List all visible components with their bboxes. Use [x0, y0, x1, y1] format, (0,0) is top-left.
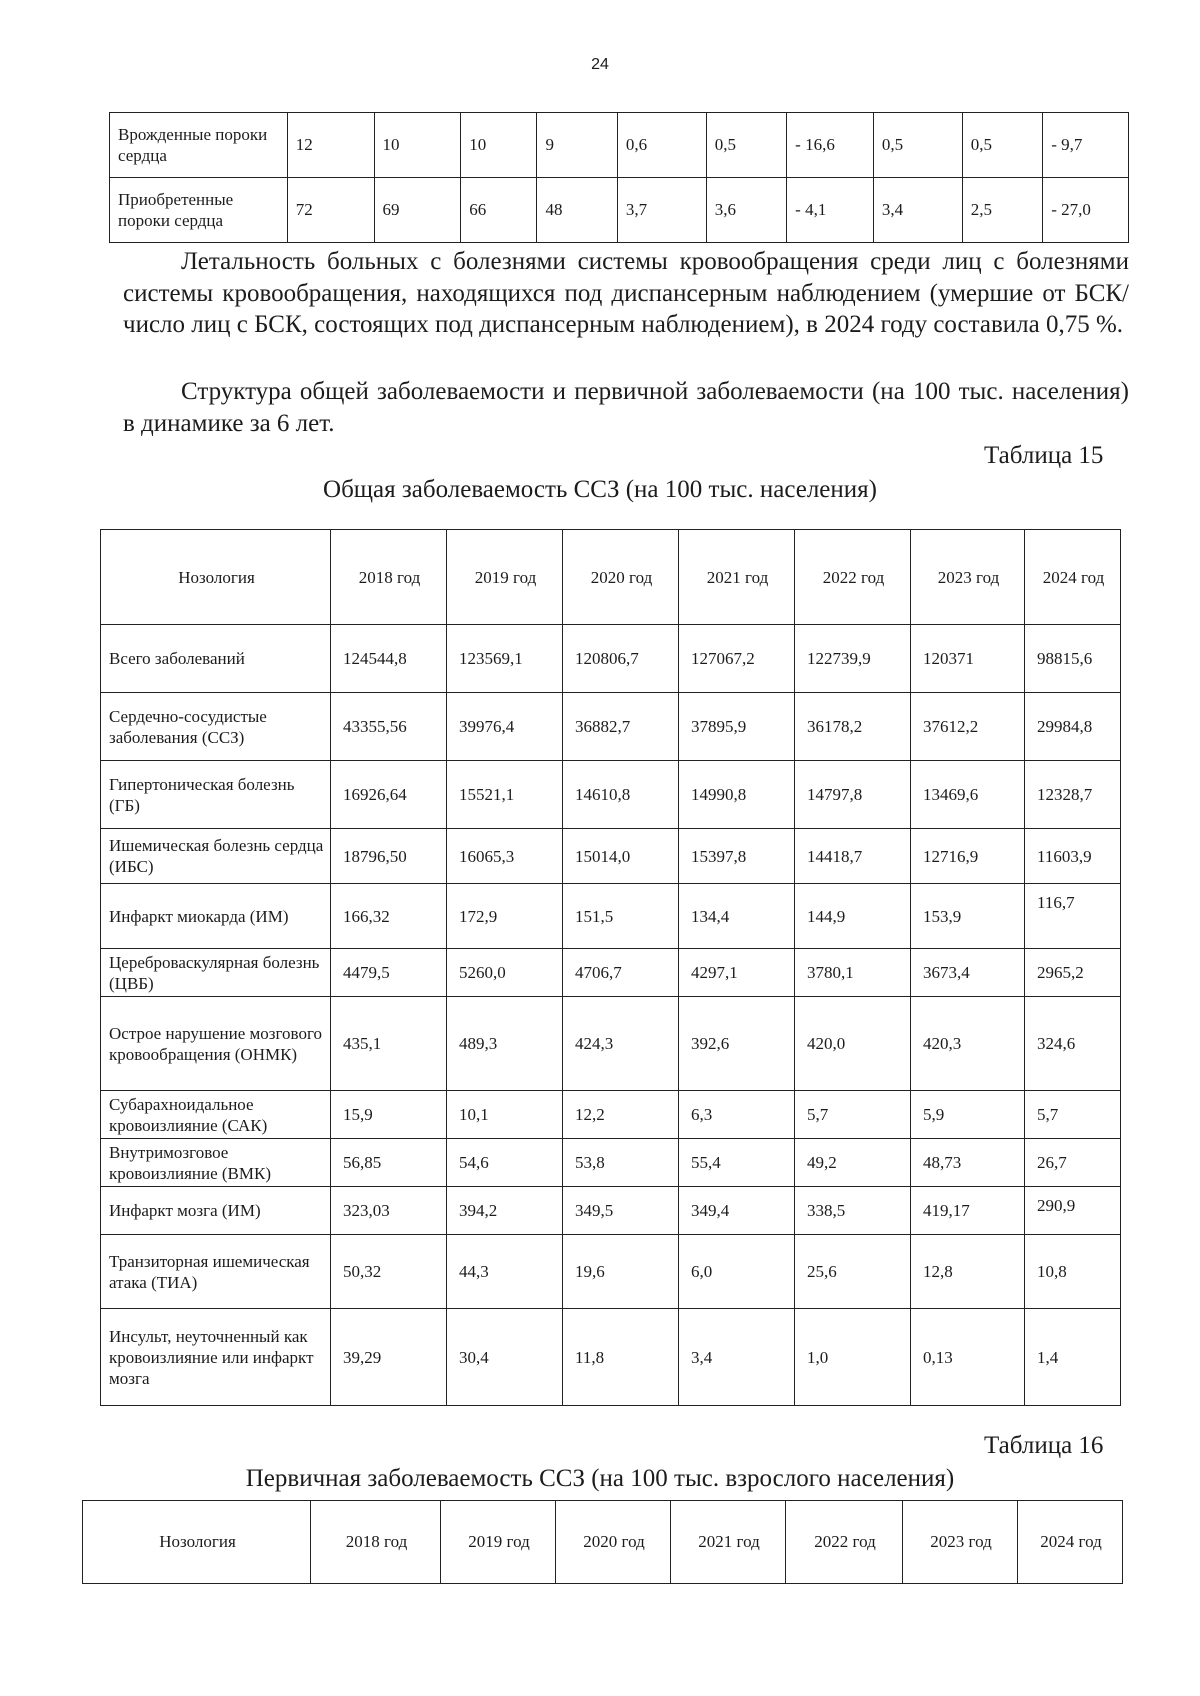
table-row — [110, 113, 1129, 178]
table-cell: 11603,9 — [1025, 829, 1121, 884]
table-cell: 0,5 — [962, 113, 1042, 178]
table-cell: 10,8 — [1025, 1235, 1121, 1309]
table-cell: 14610,8 — [563, 761, 679, 829]
page-number: 24 — [591, 56, 609, 73]
header-cell: 2018 год — [331, 530, 447, 625]
table-row — [101, 829, 1121, 884]
table-cell: 124544,8 — [331, 625, 447, 693]
header-cell: Нозология — [101, 530, 331, 625]
table-cell: 53,8 — [563, 1139, 679, 1187]
table-cell: 6,0 — [679, 1235, 795, 1309]
table-cell: 153,9 — [911, 884, 1025, 949]
row-label: Субарахноидальное кровоизлияние (САК) — [101, 1091, 331, 1139]
table-cell: 166,32 — [331, 884, 447, 949]
table-cell: 25,6 — [795, 1235, 911, 1309]
table-cell: 39976,4 — [447, 693, 563, 761]
row-label: Острое нарушение мозгового кровообращения (ОНМК) — [101, 997, 331, 1091]
table-cell: 0,6 — [617, 113, 706, 178]
table-cell: 15,9 — [331, 1091, 447, 1139]
table-cell: 420,3 — [911, 997, 1025, 1091]
table-cell: 0,5 — [706, 113, 786, 178]
table-15 — [100, 529, 1121, 1406]
header-cell: 2020 год — [563, 530, 679, 625]
table16-label: Таблица 16 — [984, 1432, 1104, 1459]
table-cell: 43355,56 — [331, 693, 447, 761]
table-cell: - 27,0 — [1043, 178, 1129, 243]
table-cell: 39,29 — [331, 1309, 447, 1406]
row-label: Цереброваскулярная болезнь (ЦВБ) — [101, 949, 331, 997]
table-cell: 56,85 — [331, 1139, 447, 1187]
table-cell: 123569,1 — [447, 625, 563, 693]
table-cell: 4479,5 — [331, 949, 447, 997]
table-cell: 44,3 — [447, 1235, 563, 1309]
header-cell: 2024 год — [1025, 530, 1121, 625]
table-cell: 3780,1 — [795, 949, 911, 997]
header-cell: 2024 год — [1018, 1501, 1123, 1584]
header-cell: 2023 год — [911, 530, 1025, 625]
table-cell: 29984,8 — [1025, 693, 1121, 761]
table-cell: 127067,2 — [679, 625, 795, 693]
table-cell: 36882,7 — [563, 693, 679, 761]
table-cell: 14418,7 — [795, 829, 911, 884]
table-cell: 3,7 — [617, 178, 706, 243]
table-cell: 48,73 — [911, 1139, 1025, 1187]
table-cell: 3,4 — [679, 1309, 795, 1406]
table-cell: 12,2 — [563, 1091, 679, 1139]
table-cell: 18796,50 — [331, 829, 447, 884]
row-label: Транзиторная ишемическая атака (ТИА) — [101, 1235, 331, 1309]
table15-label: Таблица 15 — [984, 442, 1104, 469]
table-cell: 324,6 — [1025, 997, 1121, 1091]
table-cell: 30,4 — [447, 1309, 563, 1406]
table-cell: 0,13 — [911, 1309, 1025, 1406]
table-cell: 0,5 — [873, 113, 962, 178]
table-cell: 48 — [537, 178, 617, 243]
table-row — [101, 1309, 1121, 1406]
table-cell: 69 — [374, 178, 461, 243]
table-row — [101, 997, 1121, 1091]
header-cell: 2021 год — [679, 530, 795, 625]
header-cell: 2018 год — [311, 1501, 441, 1584]
table-cell: 16065,3 — [447, 829, 563, 884]
table-cell: 323,03 — [331, 1187, 447, 1235]
table-cell: 349,5 — [563, 1187, 679, 1235]
row-label: Инсульт, неуточненный как кровоизлияние или инфаркт мозга — [101, 1309, 331, 1406]
table-cell: 5260,0 — [447, 949, 563, 997]
table-cell: 3,6 — [706, 178, 786, 243]
table-cell: 349,4 — [679, 1187, 795, 1235]
table-cell: 10 — [461, 113, 537, 178]
table-cell: 37895,9 — [679, 693, 795, 761]
table-cell: 72 — [287, 178, 374, 243]
table-cell: 12328,7 — [1025, 761, 1121, 829]
table-cell: 3673,4 — [911, 949, 1025, 997]
table-cell: 1,4 — [1025, 1309, 1121, 1406]
table-cell: 26,7 — [1025, 1139, 1121, 1187]
table-cell: 54,6 — [447, 1139, 563, 1187]
header-cell: 2019 год — [447, 530, 563, 625]
table-cell: 1,0 — [795, 1309, 911, 1406]
table-cell: 116,7 — [1025, 884, 1121, 949]
table-cell: 15014,0 — [563, 829, 679, 884]
header-cell: 2023 год — [903, 1501, 1018, 1584]
continuation-table — [109, 112, 1129, 243]
header-cell: 2021 год — [671, 1501, 786, 1584]
table-cell: 120371 — [911, 625, 1025, 693]
table-cell: 98815,6 — [1025, 625, 1121, 693]
table-row — [101, 1187, 1121, 1235]
table-cell: 3,4 — [873, 178, 962, 243]
table-cell: 424,3 — [563, 997, 679, 1091]
table-cell: 2965,2 — [1025, 949, 1121, 997]
table-cell: 15521,1 — [447, 761, 563, 829]
paragraph-structure: Структура общей заболеваемости и первичной заболеваемости (на 100 тыс. населения) в динамике за 6 лет. — [123, 378, 1129, 437]
table-cell: 12716,9 — [911, 829, 1025, 884]
table-cell: 172,9 — [447, 884, 563, 949]
table-row — [101, 1235, 1121, 1309]
table-cell: 14797,8 — [795, 761, 911, 829]
table-cell: 55,4 — [679, 1139, 795, 1187]
header-cell: 2019 год — [441, 1501, 556, 1584]
table-cell: 14990,8 — [679, 761, 795, 829]
table-cell: 338,5 — [795, 1187, 911, 1235]
table-row — [101, 1091, 1121, 1139]
paragraph-lethality: Летальность больных с болезнями системы кровообращения среди лиц с болезнями системы кровообращения, находящихся под диспансерным наблюдением (умершие от БСК/число лиц с БСК, состоящих под диспансерным наблюдением), в 2024 году составила 0,75 %. — [123, 248, 1129, 338]
table-cell: 36178,2 — [795, 693, 911, 761]
row-label: Врожденные пороки сердца — [110, 113, 288, 178]
table-cell: 144,9 — [795, 884, 911, 949]
row-label: Приобретенные пороки сердца — [110, 178, 288, 243]
table15-title: Общая заболеваемость ССЗ (на 100 тыс. населения) — [323, 476, 877, 503]
table-cell: 12 — [287, 113, 374, 178]
table-cell: 16926,64 — [331, 761, 447, 829]
table-cell: 5,7 — [795, 1091, 911, 1139]
table-cell: 19,6 — [563, 1235, 679, 1309]
table-header-row — [101, 530, 1121, 625]
header-cell: 2022 год — [795, 530, 911, 625]
table-row — [110, 178, 1129, 243]
row-label: Ишемическая болезнь сердца (ИБС) — [101, 829, 331, 884]
table-cell: 15397,8 — [679, 829, 795, 884]
table-header-row — [83, 1501, 1123, 1584]
row-label: Сердечно-сосудистые заболевания (ССЗ) — [101, 693, 331, 761]
row-label: Внутримозговое кровоизлияние (ВМК) — [101, 1139, 331, 1187]
table-cell: 4297,1 — [679, 949, 795, 997]
table-cell: 120806,7 — [563, 625, 679, 693]
table-16 — [82, 1500, 1123, 1584]
table-cell: 66 — [461, 178, 537, 243]
table-cell: 5,9 — [911, 1091, 1025, 1139]
table-cell: 5,7 — [1025, 1091, 1121, 1139]
table-cell: 2,5 — [962, 178, 1042, 243]
header-cell: Нозология — [83, 1501, 311, 1584]
table-cell: 11,8 — [563, 1309, 679, 1406]
table-cell: - 16,6 — [787, 113, 874, 178]
header-cell: 2020 год — [556, 1501, 671, 1584]
table-cell: 12,8 — [911, 1235, 1025, 1309]
table-cell: 122739,9 — [795, 625, 911, 693]
table-cell: 394,2 — [447, 1187, 563, 1235]
table-cell: 4706,7 — [563, 949, 679, 997]
table-cell: - 4,1 — [787, 178, 874, 243]
table-cell: 290,9 — [1025, 1187, 1121, 1235]
header-cell: 2022 год — [786, 1501, 903, 1584]
table-cell: 37612,2 — [911, 693, 1025, 761]
row-label: Инфаркт миокарда (ИМ) — [101, 884, 331, 949]
row-label: Гипертоническая болезнь (ГБ) — [101, 761, 331, 829]
table-cell: 9 — [537, 113, 617, 178]
table-cell: 419,17 — [911, 1187, 1025, 1235]
table-row — [101, 884, 1121, 949]
table-cell: 6,3 — [679, 1091, 795, 1139]
table-cell: 10 — [374, 113, 461, 178]
table-cell: 392,6 — [679, 997, 795, 1091]
table-row — [101, 1139, 1121, 1187]
table-row — [101, 761, 1121, 829]
table-cell: 50,32 — [331, 1235, 447, 1309]
table-cell: 489,3 — [447, 997, 563, 1091]
table-cell: - 9,7 — [1043, 113, 1129, 178]
table-row — [101, 949, 1121, 997]
table-cell: 10,1 — [447, 1091, 563, 1139]
table-row — [101, 693, 1121, 761]
table-cell: 435,1 — [331, 997, 447, 1091]
table-cell: 49,2 — [795, 1139, 911, 1187]
table-cell: 420,0 — [795, 997, 911, 1091]
table-cell: 13469,6 — [911, 761, 1025, 829]
table-cell: 151,5 — [563, 884, 679, 949]
table16-title: Первичная заболеваемость ССЗ (на 100 тыс. взрослого населения) — [245, 1465, 955, 1492]
table-cell: 134,4 — [679, 884, 795, 949]
row-label: Всего заболеваний — [101, 625, 331, 693]
table-row — [101, 625, 1121, 693]
row-label: Инфаркт мозга (ИМ) — [101, 1187, 331, 1235]
